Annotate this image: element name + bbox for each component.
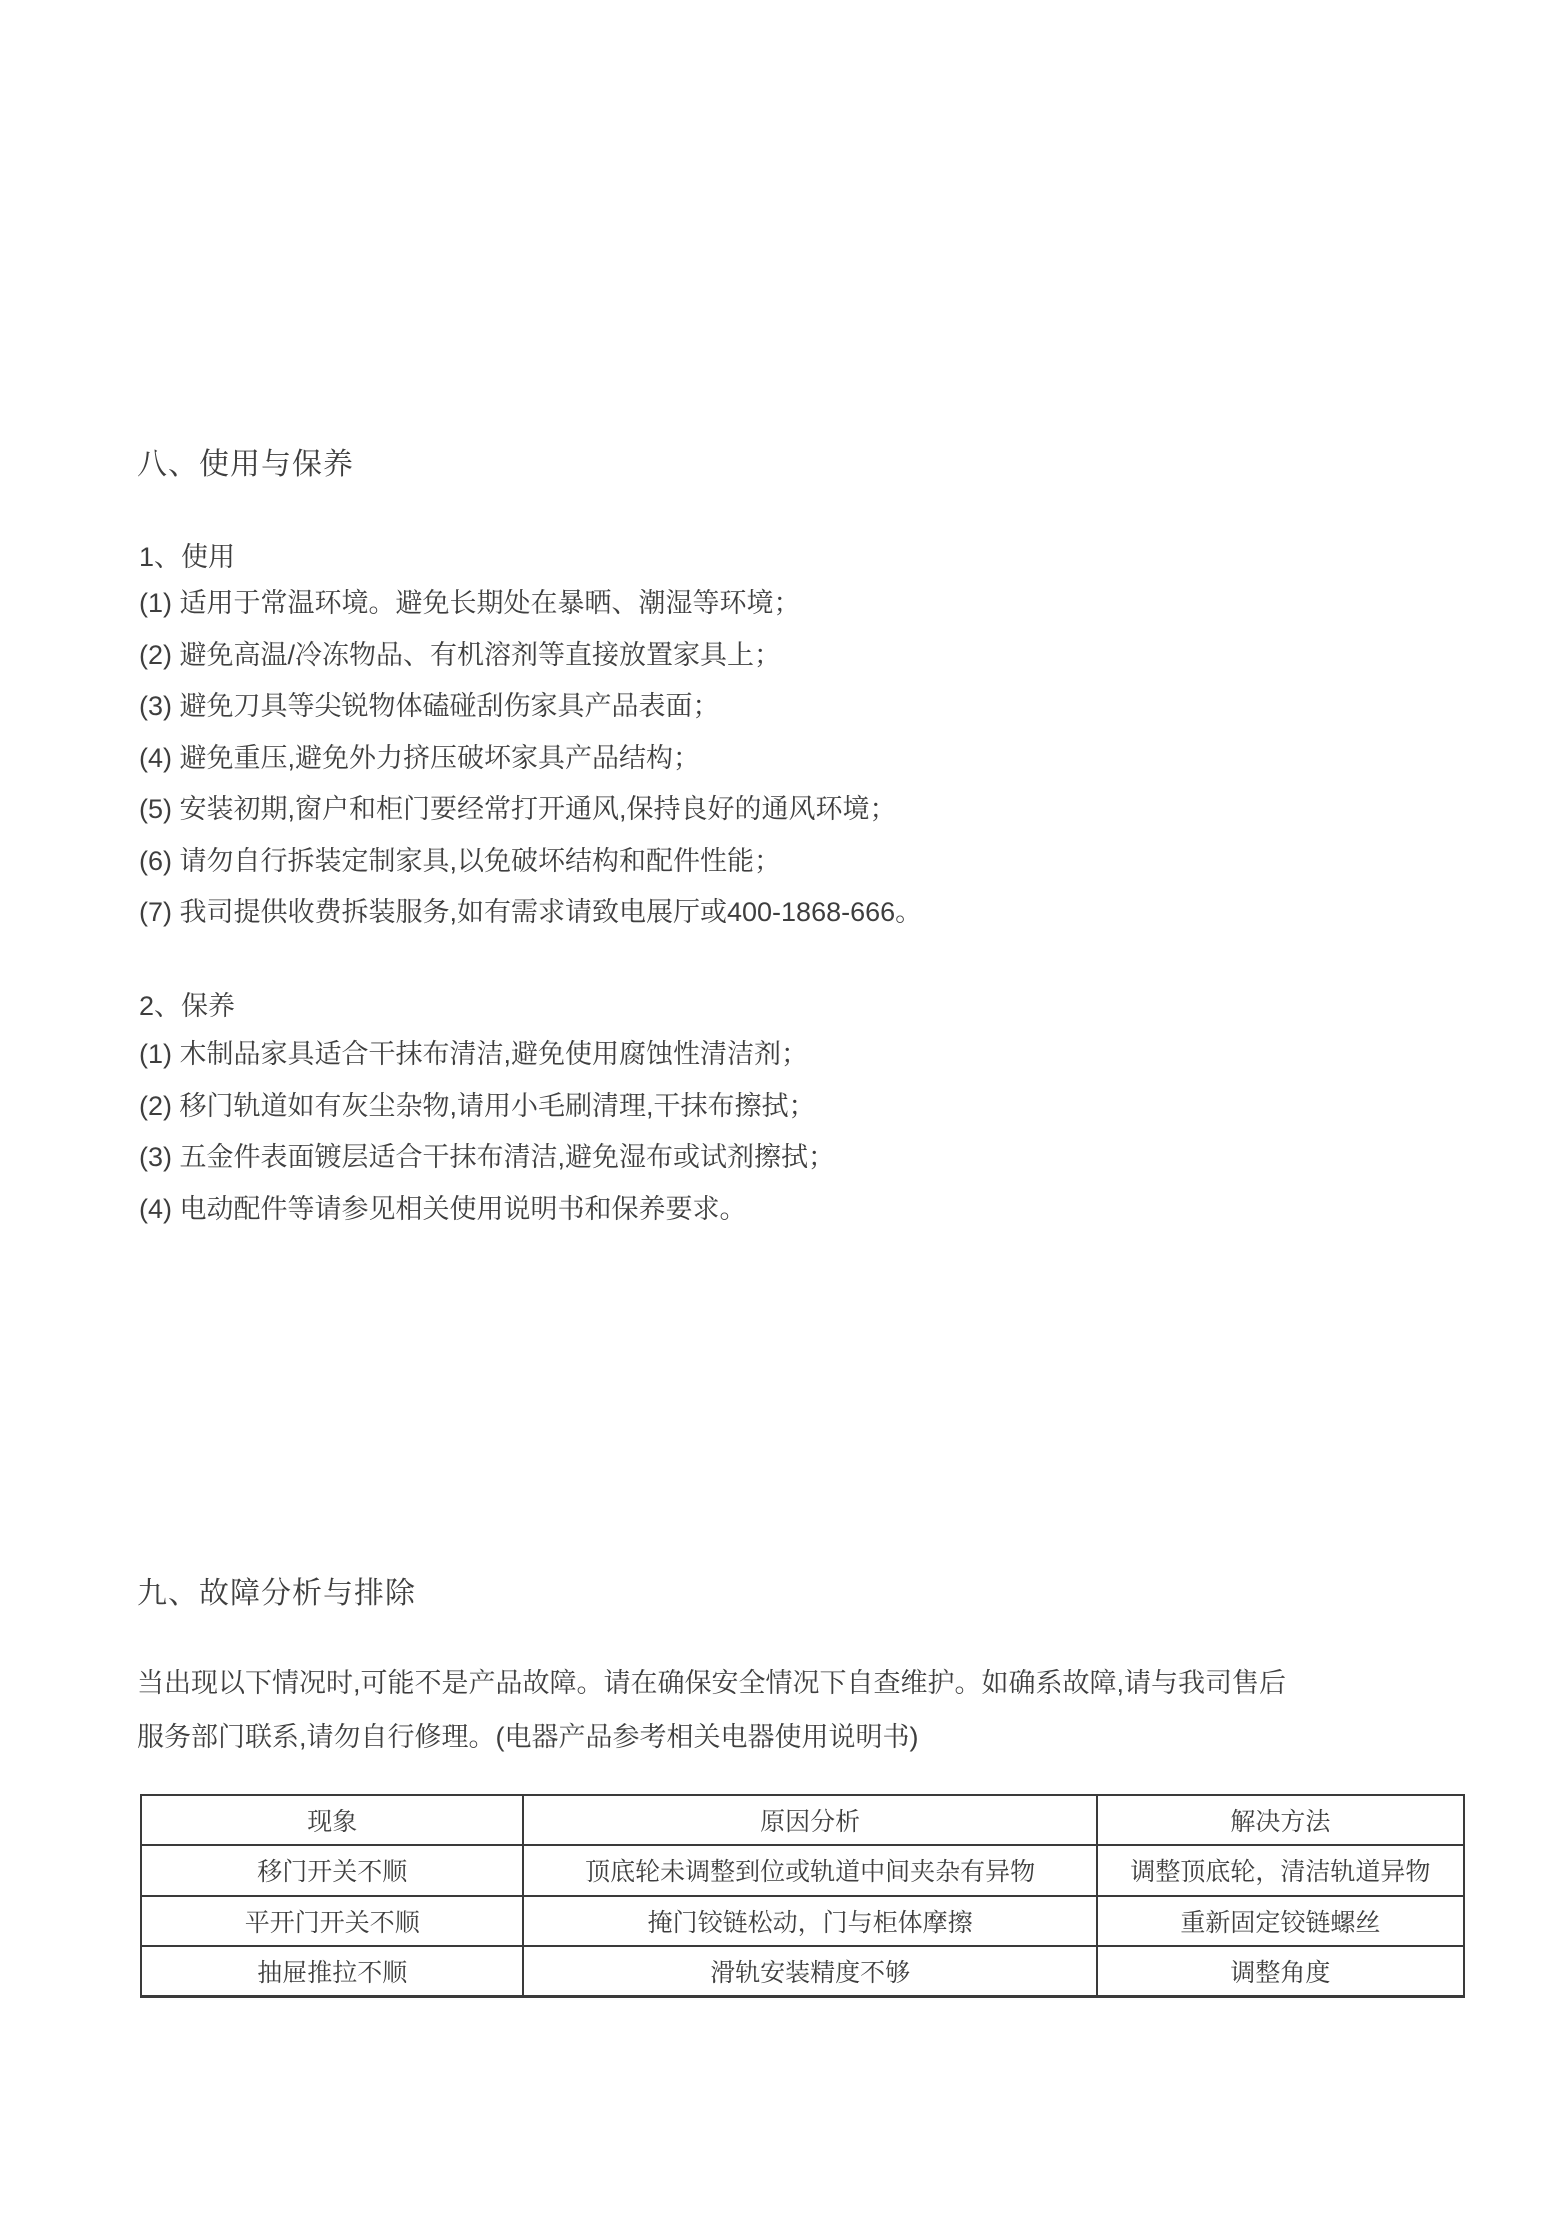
intro-line: 服务部门联系,请勿自行修理。(电器产品参考相关电器使用说明书) (137, 1721, 919, 1752)
table-cell: 移门开关不顺 (257, 1858, 408, 1887)
table-cell: 调整顶底轮，清洁轨道异物 (1096, 1846, 1463, 1894)
use-list-item: (1) 适用于常温环境。避免长期处在暴晒、潮湿等环境； (139, 588, 801, 618)
table-header-phenomenon: 现象 (307, 1808, 358, 1837)
table-cell: 重新固定铰链螺丝 (1096, 1897, 1463, 1945)
care-list-item: (4) 电动配件等请参见相关使用说明书和保养要求。 (139, 1193, 747, 1224)
table-cell: 调整角度 (1096, 1947, 1463, 1995)
use-list-item: (6) 请勿自行拆装定制家具,以免破坏结构和配件性能； (139, 845, 782, 876)
care-item-list (139, 1029, 1490, 1235)
table-row (142, 1844, 1463, 1894)
use-list-item: (7) 我司提供收费拆装服务,如有需求请致电展厅或400-1868-666。 (139, 897, 923, 927)
use-list-item: (5) 安装初期,窗户和柜门要经常打开通风,保持良好的通风环境； (139, 794, 897, 824)
care-list-item: (1) 木制品家具适合干抹布清洁,避免使用腐蚀性清洁剂； (139, 1039, 809, 1069)
section-title-use-and-care: 八、使用与保养 (137, 448, 354, 481)
table-cell: 抽屉推拉不顺 (257, 1958, 408, 1987)
table-header-solution: 解决方法 (1096, 1796, 1463, 1844)
use-list-item: (3) 避免刀具等尖锐物体磕碰刮伤家具产品表面； (139, 691, 720, 721)
table-cell: 顶底轮未调整到位或轨道中间夹杂有异物 (522, 1846, 1095, 1894)
troubleshooting-intro (137, 1657, 1286, 1764)
use-list-item: (2) 避免高温/冷冻物品、有机溶剂等直接放置家具上； (139, 639, 782, 670)
subsection-title-use: 1、使用 (139, 542, 236, 572)
intro-line: 当出现以下情况时,可能不是产品故障。请在确保安全情况下自查维护。如确系故障,请与我司售后 (137, 1668, 1287, 1698)
table-header-row (142, 1796, 1463, 1844)
care-list-item: (3) 五金件表面镀层适合干抹布清洁,避免湿布或试剂擦拭； (139, 1142, 836, 1172)
use-list-item: (4) 避免重压,避免外力挤压破坏家具产品结构； (139, 742, 701, 773)
table-cell: 滑轨安装精度不够 (522, 1947, 1095, 1995)
table-row (142, 1895, 1463, 1945)
table-header-cause-analysis: 原因分析 (522, 1796, 1095, 1844)
table-cell: 掩门铰链松动，门与柜体摩擦 (522, 1897, 1095, 1945)
table-cell: 平开门开关不顺 (244, 1908, 420, 1937)
care-list-item: (2) 移门轨道如有灰尘杂物,请用小毛刷清理,干抹布擦拭； (139, 1090, 816, 1121)
section-title-troubleshooting: 九、故障分析与排除 (137, 1577, 416, 1610)
use-item-list (139, 578, 1490, 939)
subsection-title-care: 2、保养 (139, 991, 236, 1021)
troubleshooting-table (140, 1794, 1465, 1998)
table-row (142, 1945, 1463, 1995)
